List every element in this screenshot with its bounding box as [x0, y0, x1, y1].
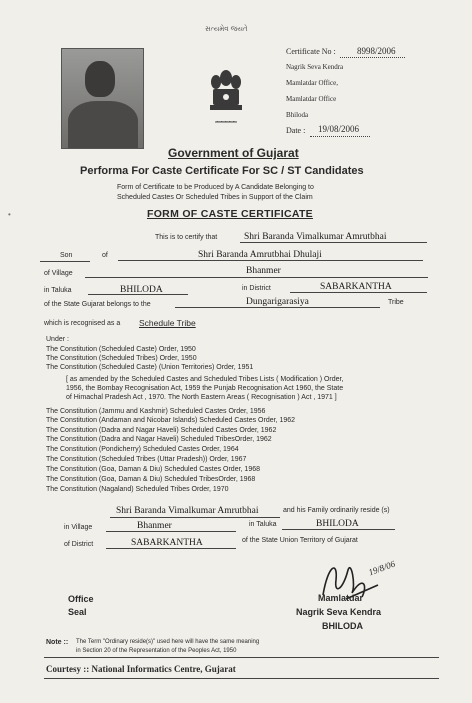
resident-suffix: and his Family ordinarily reside (s)	[283, 507, 390, 514]
order-line: The Constitution (Dadra and Nagar Haveli) Scheduled TribesOrder, 1962	[46, 436, 272, 443]
main-title: Performa For Caste Certificate For SC / ST Candidates	[80, 165, 364, 177]
amended-line: 1956, the Bombay Recognisation Act, 1959 the Punjab Recognisation Act 1960, the State	[66, 385, 344, 392]
courtesy-line: Courtesy :: National Informatics Centre, Gujarat	[46, 664, 236, 674]
office-line-4: Bhiloda	[286, 111, 309, 119]
state-union-label: of the State Union Territory of Gujarat	[242, 537, 358, 544]
order-line: The Constitution (Jammu and Kashmir) Scheduled Castes Order, 1956	[46, 408, 266, 415]
order-line: The Constitution (Goa, Daman & Diu) Scheduled Castes Order, 1968	[46, 466, 260, 473]
order-line: The Constitution (Scheduled Tribes) Order, 1950	[46, 355, 197, 362]
district-label: in District	[242, 285, 271, 292]
punch-mark: •	[8, 210, 11, 219]
form-title: FORM OF CASTE CERTIFICATE	[147, 208, 313, 220]
district-value: SABARKANTHA	[320, 282, 392, 292]
amended-line: [ as amended by the Scheduled Castes and Scheduled Tribes Lists ( Modification ) Order,	[66, 376, 344, 383]
gujarati-motto: સત્યમેવ જયતે	[205, 26, 248, 33]
order-line: The Constitution (Dadra and Nagar Haveli) Scheduled Castes Order, 1962	[46, 427, 277, 434]
resident-name: Shri Baranda Vimalkumar Amrutbhai	[116, 506, 259, 516]
of-district-label: of District	[64, 541, 94, 548]
certify-label: This is to certify that	[155, 234, 218, 241]
father-name: Shri Baranda Amrutbhai Dhulaji	[198, 250, 322, 260]
candidate-photo	[61, 48, 144, 149]
govt-title: Government of Gujarat	[168, 146, 299, 160]
of-label: of	[102, 252, 108, 259]
certificate-no-label: Certificate No :	[286, 47, 336, 56]
note-line-1: The Term "Ordinary reside(s)" used here will have the same meaning	[76, 639, 260, 645]
candidate-name: Shri Baranda Vimalkumar Amrutbhai	[244, 232, 387, 242]
tribe-label: Tribe	[388, 299, 404, 306]
amended-line: of Himachal Pradesh Act , 1970. The North Eastern Areas ( Recognisation ) Act , 1971 ]	[66, 394, 337, 401]
son-label: Son	[60, 252, 73, 259]
office-line-1: Nagrik Seva Kendra	[286, 63, 344, 71]
order-line: The Constitution (Nagaland) Scheduled Tribes Order, 1970	[46, 486, 229, 493]
village-value: Bhanmer	[246, 266, 281, 276]
signatory-place: BHILODA	[322, 621, 363, 631]
order-line: The Constitution (Scheduled Caste) Order, 1950	[46, 346, 196, 353]
subtitle-1: Form of Certificate to be Produced by A Candidate Belonging to	[117, 184, 314, 191]
order-line: The Constitution (Scheduled Caste) (Union Territories) Order, 1951	[46, 364, 254, 371]
certificate-no: 8998/2006	[357, 46, 396, 56]
note-label: Note ::	[46, 639, 69, 646]
order-line: The Constitution (Andaman and Nicobar Islands) Scheduled Castes Order, 1962	[46, 417, 296, 424]
of-district-value: SABARKANTHA	[131, 538, 203, 548]
recognised-value: Schedule Tribe	[139, 318, 196, 328]
tribe-name: Dungarigarasiya	[246, 297, 309, 307]
emblem-script: ~~~~~	[216, 119, 237, 126]
in-taluka-label: in Taluka	[249, 521, 277, 528]
seal-label: Seal	[68, 607, 87, 617]
office-label: Office	[68, 594, 94, 604]
state-label: of the State Gujarat belongs to the	[44, 301, 151, 308]
office-line-2: Mamlatdar Office,	[286, 79, 338, 87]
order-line: The Constitution (Goa, Daman & Diu) Scheduled TribesOrder, 1968	[46, 476, 256, 483]
signatory-title: Mamlatdar	[318, 593, 364, 603]
subtitle-2: Scheduled Castes Or Scheduled Tribes in Support of the Claim	[117, 194, 313, 201]
under-label: Under :	[46, 336, 69, 343]
order-line: The Constitution (Scheduled Tribes (Uttar Pradesh)) Order, 1967	[46, 456, 247, 463]
taluka-value: BHILODA	[120, 285, 163, 295]
signature-date: 19/8/06	[367, 558, 397, 578]
note-line-2: in Section 20 of the Representation of the Peoples Act, 1950	[76, 648, 237, 654]
village-label: of Village	[44, 270, 73, 277]
office-line-3: Mamlatdar Office	[286, 95, 337, 103]
in-village-label: in Village	[64, 524, 93, 531]
in-village-value: Bhanmer	[137, 521, 172, 531]
in-taluka-value: BHILODA	[316, 519, 359, 529]
recognised-label: which is recognised as a	[44, 320, 121, 327]
date-label: Date :	[286, 126, 306, 135]
order-line: The Constitution (Pondicherry) Scheduled Castes Order, 1964	[46, 446, 239, 453]
signatory-office: Nagrik Seva Kendra	[296, 607, 382, 617]
taluka-label: in Taluka	[44, 287, 72, 294]
issue-date: 19/08/2006	[318, 124, 360, 134]
